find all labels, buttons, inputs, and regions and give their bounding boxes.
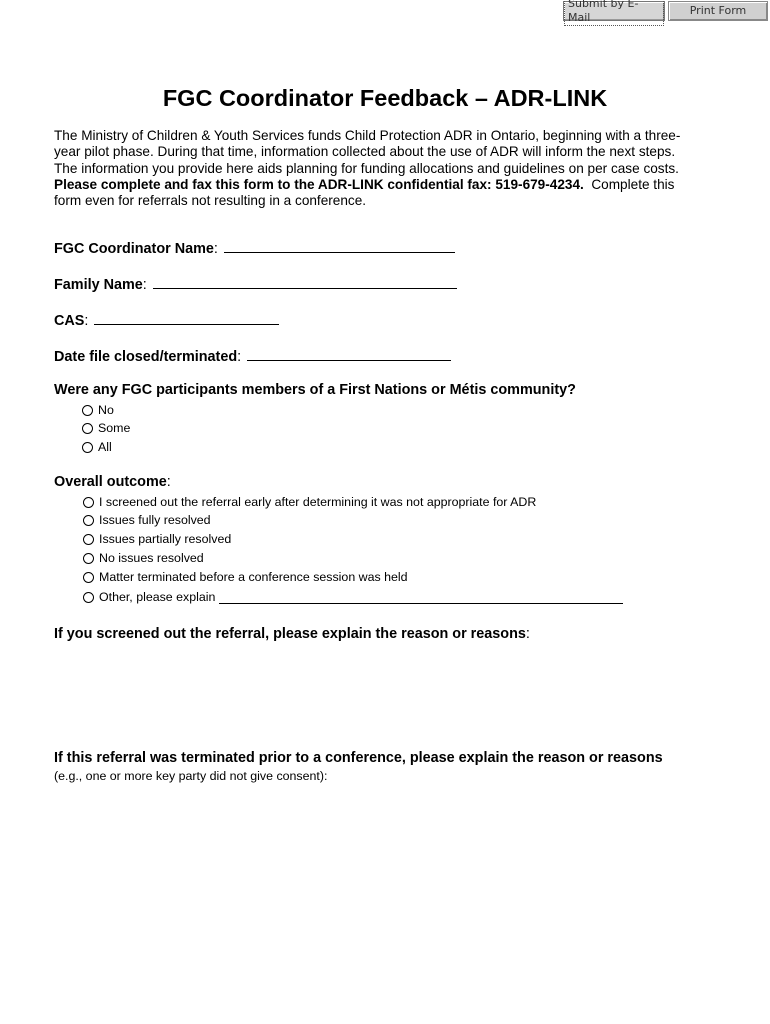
cas-row	[54, 310, 279, 330]
radio-button[interactable]	[82, 405, 93, 416]
outcome-option-other[interactable]	[83, 589, 623, 605]
option-label: Matter terminated before a conference session was held	[99, 570, 408, 584]
intro-line-3: The information you provide here aids planning for funding allocations and guidelines on per case costs.	[54, 160, 679, 176]
first-nations-question-text: Were any FGC participants members of a First Nations or Métis community?	[54, 382, 576, 398]
print-form-button[interactable]	[668, 1, 768, 21]
colon: :	[142, 277, 147, 293]
first-nations-question	[54, 381, 576, 399]
family-name-row	[54, 274, 457, 294]
outcome-option-terminated-before-conference[interactable]	[83, 569, 408, 585]
family-name-field[interactable]	[153, 274, 457, 289]
option-label: Other, please explain	[99, 590, 216, 604]
coordinator-name-row	[54, 238, 455, 258]
radio-button[interactable]	[83, 572, 94, 583]
colon: :	[525, 626, 530, 642]
other-explain-field[interactable]	[219, 590, 623, 604]
option-label: Some	[98, 421, 131, 435]
page-title: FGC Coordinator Feedback – ADR-LINK	[162, 85, 608, 111]
submit-by-email-button[interactable]	[563, 0, 665, 24]
radio-button[interactable]	[83, 534, 94, 545]
colon: :	[237, 349, 242, 365]
date-closed-row	[54, 346, 451, 366]
coordinator-name-field[interactable]	[224, 238, 455, 253]
radio-button[interactable]	[82, 423, 93, 434]
cas-field[interactable]	[94, 310, 279, 325]
intro-line-4	[54, 177, 714, 193]
option-label: Issues partially resolved	[99, 532, 232, 546]
intro-line-4-tail: Complete this	[583, 176, 675, 192]
outcome-option-no-issues-resolved[interactable]	[83, 550, 204, 566]
radio-button[interactable]	[83, 553, 94, 564]
radio-button[interactable]	[83, 592, 94, 603]
terminated-question	[54, 749, 663, 767]
outcome-option-screened-out[interactable]	[83, 494, 536, 510]
intro-line-2: year pilot phase. During that time, information collected about the use of ADR will inform the next steps.	[54, 144, 676, 160]
colon: :	[213, 241, 218, 257]
colon: :	[84, 313, 89, 329]
screened-out-question	[54, 625, 530, 643]
colon: :	[166, 474, 171, 490]
cas-label: CAS	[54, 313, 85, 329]
overall-outcome-heading	[54, 473, 171, 491]
first-nations-option-no[interactable]	[82, 402, 114, 418]
date-closed-label: Date file closed/terminated	[54, 349, 238, 365]
outcome-option-partially-resolved[interactable]	[83, 531, 231, 547]
radio-button[interactable]	[83, 497, 94, 508]
submit-by-email-label: Submit by E-Mail	[564, 0, 664, 26]
first-nations-option-all[interactable]	[82, 439, 112, 455]
intro-paragraph	[54, 128, 714, 209]
terminated-note-text: (e.g., one or more key party did not give consent)	[54, 769, 324, 783]
fax-instruction: Please complete and fax this form to the ADR-LINK confidential fax: 519-679-4234.	[54, 176, 584, 192]
option-label: I screened out the referral early after determining it was not appropriate for ADR	[99, 495, 537, 509]
option-label: Issues fully resolved	[99, 513, 211, 527]
overall-outcome-text: Overall outcome	[54, 474, 167, 490]
first-nations-option-some[interactable]	[82, 420, 130, 436]
terminated-note	[54, 768, 327, 784]
family-name-label: Family Name	[54, 277, 143, 293]
radio-button[interactable]	[82, 442, 93, 453]
terminated-question-text: If this referral was terminated prior to a conference, please explain the reason or reasons	[54, 750, 663, 766]
date-closed-field[interactable]	[247, 346, 451, 361]
intro-line-1: The Ministry of Children & Youth Services funds Child Protection ADR in Ontario, beginning with a three-	[54, 128, 681, 143]
coordinator-name-label: FGC Coordinator Name	[54, 241, 214, 257]
print-form-label: Print Form	[689, 4, 747, 17]
option-label: No	[98, 403, 114, 417]
option-label: All	[98, 440, 112, 454]
option-label: No issues resolved	[99, 551, 204, 565]
radio-button[interactable]	[83, 515, 94, 526]
colon: :	[323, 769, 328, 783]
outcome-option-fully-resolved[interactable]	[83, 512, 211, 528]
intro-line-5: form even for referrals not resulting in a conference.	[54, 193, 367, 209]
screened-out-question-text: If you screened out the referral, please explain the reason or reasons	[54, 626, 526, 642]
